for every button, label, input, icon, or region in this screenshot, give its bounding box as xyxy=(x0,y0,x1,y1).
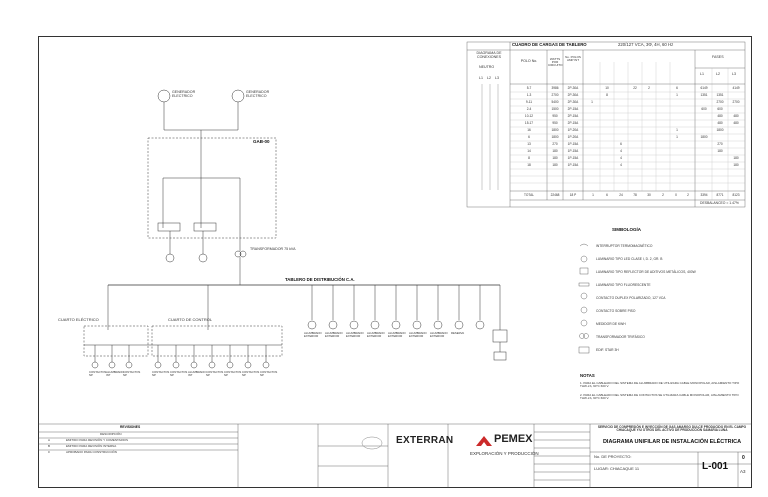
table-cell: 6 xyxy=(528,135,530,139)
bottom-load-label: ALUMBRADO INT xyxy=(106,370,124,377)
table-cell: 1 xyxy=(676,128,678,132)
electrical-room-label: CUARTO ELÉCTRICO xyxy=(58,317,99,322)
table-cell: 3986 xyxy=(551,86,559,90)
table-cell: 6 xyxy=(620,142,622,146)
total-watts: 22468 xyxy=(550,193,560,197)
symbol-legend-item: TRANSFORMADOR TRIFÁSICO xyxy=(596,335,645,339)
pemex-subtitle: EXPLORACIÓN Y PRODUCCIÓN xyxy=(470,451,539,456)
right-load-label: ALUMBRADO EXTERIOR xyxy=(388,331,406,338)
table-cell: 2 xyxy=(648,86,650,90)
revision-description: EMITIDO PARA REVISIÓN INTERNA xyxy=(66,444,117,448)
fase-l1-header: L1 xyxy=(700,72,704,76)
table-cell: 1800 xyxy=(716,128,724,132)
total-label: TOTAL xyxy=(524,193,534,197)
col-polo-header: POLO No. xyxy=(520,59,538,63)
total-load: 30 xyxy=(647,193,651,197)
table-cell: 180 xyxy=(552,156,558,160)
table-cell: 4 xyxy=(620,149,622,153)
line-label-l1: L1 xyxy=(479,76,483,80)
table-cell: 5400 xyxy=(551,100,559,104)
table-cell: 480 xyxy=(733,114,739,118)
table-cell: 1800 xyxy=(700,135,708,139)
control-room-label: CUARTO DE CONTROL xyxy=(168,317,213,322)
table-cell: 4 xyxy=(620,163,622,167)
table-cell: 6 xyxy=(676,86,678,90)
table-cell: 2P-15A xyxy=(567,107,579,111)
table-cell: 13 xyxy=(527,142,531,146)
right-load-label: ALUMBRADO EXTERIOR xyxy=(346,331,364,338)
right-load-label: ALUMBRADO EXTERIOR xyxy=(430,331,448,338)
table-cell: 1800 xyxy=(551,135,559,139)
bottom-load-label: CONTACTOS NP xyxy=(206,370,224,377)
table-cell: 2P-30A xyxy=(567,100,579,104)
table-cell: 600 xyxy=(701,107,707,111)
revision-description: APROBADO PARA CONSTRUCCIÓN xyxy=(66,450,117,454)
exterran-logo: EXTERRAN xyxy=(396,435,454,446)
table-cell: 1P-20A xyxy=(567,135,579,139)
table-cell: 180 xyxy=(552,149,558,153)
load-table-spec: 220/127 VCA, 3Φ, 4H, 60 Hz xyxy=(618,42,674,47)
revision-id: A xyxy=(48,438,51,442)
col-watts-header: WATTS POR CIRCUITO xyxy=(548,57,563,68)
symbology-title: SIMBOLOGÍA xyxy=(612,227,641,232)
table-cell: 270 xyxy=(717,142,723,146)
fase-l2-header: L2 xyxy=(716,72,720,76)
table-cell: 2P-15A xyxy=(567,114,579,118)
table-cell: 1P-15A xyxy=(567,156,579,160)
drawing-title: DIAGRAMA UNIFILAR DE INSTALACIÓN ELÉCTRICA xyxy=(602,439,742,445)
generator-1-label: GENERADOR ELECTRICO xyxy=(172,90,196,98)
bottom-load-label: CONTACTOS NP xyxy=(152,370,170,377)
table-cell: 600 xyxy=(717,107,723,111)
table-cell: 1 xyxy=(676,93,678,97)
symbol-legend-item: INTERRUPTOR TERMOMAGNÉTICO xyxy=(596,244,653,248)
table-cell: 8 xyxy=(528,156,530,160)
total-f1: 3394 xyxy=(700,193,708,197)
total-polos: 18 P xyxy=(569,193,577,197)
table-cell: 2-4 xyxy=(526,107,532,111)
table-cell: 8 xyxy=(606,93,608,97)
right-load-label: ALUMBRADO EXTERIOR xyxy=(325,331,343,338)
symbol-legend-item: LUMINARIO TIPO FLUORESCENTE xyxy=(596,283,651,287)
transformer-label: TRANSFORMADOR 75 kVA xyxy=(250,247,296,251)
project-description: SERVICIO DE COMPRESIÓN E INYECCIÓN DE GAS AMARGO DULCE PRODUCIDO EN EL CAMPO CHIACAQUE Y/U OTROS DEL ACTIVO DE PRODUCCIÓN SAMARIA LUNA xyxy=(597,425,747,433)
load-table-title: CUADRO DE CARGAS DE TABLERO xyxy=(512,42,587,47)
total-f3: 8123 xyxy=(732,193,740,197)
bottom-load-label: CONTACTOS NP xyxy=(89,370,107,377)
symbol-legend-item: MEDIDOR DE KWH xyxy=(596,322,626,326)
table-cell: 5-7 xyxy=(526,86,532,90)
table-cell: 2700 xyxy=(716,100,724,104)
total-load: 2 xyxy=(687,193,689,197)
table-cell: 1351 xyxy=(700,93,708,97)
sheet-size: A3 xyxy=(740,469,746,474)
unbalance-value: DESBALANCEO = 1.47% xyxy=(700,201,739,205)
table-cell: 2P-30A xyxy=(567,86,579,90)
symbol-legend-graphics xyxy=(579,244,589,353)
engineer-seal xyxy=(362,437,382,449)
generator-2-symbol xyxy=(232,90,244,102)
bottom-load-label: CONTACTOS NP xyxy=(123,370,141,377)
panel-name: GAB-00 xyxy=(253,139,270,144)
right-load-label: ALUMBRADO EXTERIOR xyxy=(367,331,385,338)
table-cell: 950 xyxy=(552,114,558,118)
table-cell: 1 xyxy=(676,135,678,139)
col-polos-header: No. POLOS AMP INT xyxy=(565,55,581,63)
table-cell: 1-3 xyxy=(526,93,532,97)
table-cell: 10-12 xyxy=(524,114,534,118)
pemex-logo-text: PEMEX xyxy=(494,433,533,445)
table-cell: 950 xyxy=(552,121,558,125)
total-load: 2 xyxy=(662,193,664,197)
table-cell: 180 xyxy=(552,163,558,167)
bottom-load-label: CONTACTOS NP xyxy=(242,370,260,377)
total-load: 0 xyxy=(675,193,677,197)
revision-number: 0 xyxy=(742,455,745,461)
project-number-label: No. DE PROYECTO: xyxy=(594,454,632,459)
table-cell: 2700 xyxy=(551,93,559,97)
table-cell: 480 xyxy=(733,121,739,125)
line-label-l2: L2 xyxy=(487,76,491,80)
col-fases-header: FASES xyxy=(712,55,724,59)
symbol-legend-item: CONTACTO SOBRE PISO xyxy=(596,309,636,313)
table-cell: 1P-20A xyxy=(567,128,579,132)
table-cell: 2P-15A xyxy=(567,121,579,125)
table-cell: 180 xyxy=(733,163,739,167)
table-cell: 18 xyxy=(527,163,531,167)
table-cell: 480 xyxy=(717,114,723,118)
table-cell: 1 xyxy=(591,100,593,104)
total-load: 1 xyxy=(592,193,594,197)
notes-title: NOTAS xyxy=(580,373,595,378)
description-header: DESCRIPCIÓN xyxy=(100,432,122,436)
table-cell: 1800 xyxy=(551,128,559,132)
total-load: 6 xyxy=(606,193,608,197)
generator-2-label: GENERADOR ELECTRICO xyxy=(246,90,270,98)
table-cell: 1P-15A xyxy=(567,163,579,167)
bottom-load-label: CONTACTOS NP xyxy=(170,370,188,377)
table-cell: 22 xyxy=(633,86,637,90)
table-cell: 1500 xyxy=(551,107,559,111)
total-load: 24 xyxy=(619,193,623,197)
symbol-legend-item: CONTACTO DUPLEX POLARIZADO, 127 VCA xyxy=(596,296,666,300)
table-cell: 14 xyxy=(527,149,531,153)
revisions-header: REVISIONES xyxy=(120,425,141,429)
title-block-grid xyxy=(38,424,752,488)
table-cell: 270 xyxy=(552,142,558,146)
revision-id: 0 xyxy=(48,450,50,454)
bottom-load-label: CONTACTOS NP xyxy=(224,370,242,377)
table-cell: 2P-30A xyxy=(567,93,579,97)
table-cell: 1P-15A xyxy=(567,142,579,146)
revision-id: B xyxy=(48,444,51,448)
table-cell: 10 xyxy=(605,86,609,90)
right-load-label: ALUMBRADO EXTERIOR xyxy=(409,331,427,338)
line-label-l3: L3 xyxy=(495,76,499,80)
fase-l3-header: L3 xyxy=(732,72,736,76)
connection-diagram-lines xyxy=(482,84,498,190)
location-label: LUGAR: CHIACAQUE 11 xyxy=(594,466,640,471)
drawing-number: L-001 xyxy=(702,461,729,472)
table-cell: 16 xyxy=(527,128,531,132)
symbol-legend-item: EDIF. STAR 3H xyxy=(596,348,619,352)
table-cell: 4149 xyxy=(732,86,740,90)
table-cell: 180 xyxy=(733,156,739,160)
table-cell: 2700 xyxy=(732,100,740,104)
table-cell: 9-11 xyxy=(525,100,533,104)
total-load: 78 xyxy=(633,193,637,197)
table-cell: 180 xyxy=(717,149,723,153)
table-cell: 480 xyxy=(717,121,723,125)
total-f2: 8771 xyxy=(716,193,724,197)
table-cell: 1P-15A xyxy=(567,149,579,153)
bottom-load-label: ALUMBRADO INT xyxy=(188,370,206,377)
table-cell: 1351 xyxy=(716,93,724,97)
right-load-label: RESERVA xyxy=(451,331,465,335)
revision-description: EMITIDO PARA REVISIÓN Y COMENTARIOS xyxy=(66,438,128,442)
right-load-label: ALUMBRADO EXTERIOR xyxy=(304,331,322,338)
pemex-logo-mark xyxy=(476,436,492,446)
symbol-legend-item: LUMINARIO TIPO REFLECTOR DE ADITIVOS METÁLICOS, 400W xyxy=(596,270,696,274)
generator-1-symbol xyxy=(158,90,170,102)
connection-diagram-header: DIAGRAMA DE CONEXIONES xyxy=(476,51,502,59)
table-cell: 6149 xyxy=(700,86,708,90)
load-table-grid xyxy=(467,42,745,207)
symbol-legend-item: LUMINARIO TIPO LED CLASE I, D. 2, GR. B xyxy=(596,257,663,261)
note-item: 1. PARA EL CABLEADO DEL SISTEMA DE ALUMBRADO DE UTILIZARA CABLE MONOPOLAR, AISLAMIENTO TIPO THW-LS, 90°C 600 V. xyxy=(580,381,740,389)
note-item: 2. PARA EL CABLEADO DEL SISTEMA DE CONTACTOS SE UTILIZARA CABLE MONOPOLAR, AISLAMIENTO TIPO THW-LS, 90°C 600 V. xyxy=(580,393,739,401)
table-cell: 15-17 xyxy=(524,121,534,125)
distribution-board-label: TABLERO DE DISTRIBUCIÓN C.A. xyxy=(285,277,355,282)
table-cell: 4 xyxy=(620,156,622,160)
bottom-load-label: CONTACTOS NP xyxy=(260,370,278,377)
neutral-label: NEUTRO xyxy=(479,65,495,69)
